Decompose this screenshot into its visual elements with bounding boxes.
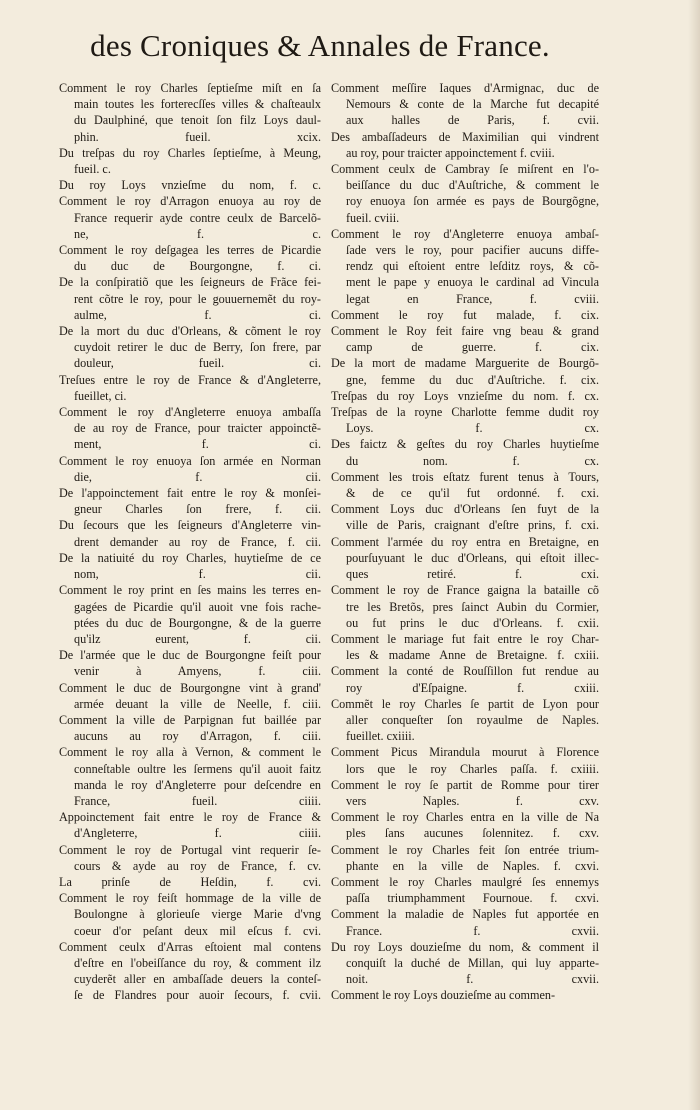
- entry-line: France, fueil. ciiii.: [74, 793, 321, 808]
- index-entry: [331, 906, 599, 938]
- entry-line: main toutes les forterecſſes villes & chaſteaulx: [74, 97, 321, 112]
- entry-line: cuyderẽt aller en ambaſſade deuers la conteſ-: [74, 972, 321, 987]
- entry-line: Comment le roy Charles entra en la ville de Na: [331, 810, 599, 825]
- entry-line: ment le pape y enuoya le cardinal ad Vincula: [346, 275, 599, 290]
- entry-line: pourſuyuant le duc d'Orleans, qui eſtoit illec-: [346, 550, 599, 565]
- entry-line: nom, f. cii.: [74, 567, 321, 582]
- index-entry: [331, 501, 599, 533]
- entry-line: conquiſt la duché de Millan, qui luy apparte-: [346, 955, 599, 970]
- entry-line: Comment le roy Charles ſeptieſme miſt en ſa: [59, 81, 321, 95]
- entry-line: Comment le roy ſe partit de Romme pour tirer: [331, 777, 599, 792]
- entry-line: Boulongne à glorieuſe vierge Marie d'vng: [74, 907, 321, 922]
- entry-line: Comment Loys duc d'Orleans ſen fuyt de la: [331, 502, 599, 517]
- entry-line: Des ambaſſadeurs de Maximilian qui vindrent: [331, 129, 599, 144]
- entry-line: au roy, pour traicter appoinctement f. cviii.: [346, 145, 555, 160]
- entry-line: Comment le Roy feit faire vng beau & grand: [331, 324, 599, 339]
- entry-line: rendz qui eſtoient entre leſditz roys, & cõ-: [346, 259, 599, 274]
- entry-line: coeur d'or peſant deux mil eſcus f. cvi.: [74, 923, 321, 938]
- entry-line: du nom. f. cx.: [346, 453, 599, 468]
- entry-line: Comment le roy enuoya ſon armée en Norman: [59, 453, 321, 468]
- index-entry: [331, 226, 599, 307]
- index-entry: [59, 890, 321, 939]
- entry-line: Comment le roy deſgagea les terres de Picardie: [59, 243, 321, 258]
- entry-line: Loys. f. cx.: [346, 421, 599, 436]
- entry-line: ques retiré. f. cxi.: [346, 567, 599, 582]
- index-entry: [331, 744, 599, 776]
- entry-line: die, f. cii.: [74, 469, 321, 484]
- entry-line: aucuns au roy d'Arragon, f. ciii.: [74, 729, 321, 744]
- index-entry: [59, 80, 321, 145]
- entry-line: phante en la ville de Naples. f. cxvi.: [346, 858, 599, 873]
- entry-line: cours & ayde au roy de France, f. cv.: [74, 858, 321, 873]
- page-edge-shadow: [688, 0, 700, 1110]
- entry-line: Comment le roy print en ſes mains les terres en-: [59, 583, 321, 598]
- index-entry: [59, 744, 321, 809]
- entry-line: Comment le roy de Portugal vint requerir ſe-: [59, 842, 321, 857]
- entry-line: d'Angleterre, f. ciiii.: [74, 826, 321, 841]
- entry-line: noit. f. cxvii.: [346, 972, 599, 987]
- entry-line: Comment la ville de Parpignan fut baillée par: [59, 712, 321, 727]
- entry-line: drent demander au roy de France, f. cii.: [74, 534, 321, 549]
- entry-line: Comment la conté de Rouſſillon fut rendue au: [331, 664, 599, 679]
- entry-line: fueillet. cxiiii.: [346, 729, 415, 744]
- index-entry: [59, 582, 321, 647]
- index-entry: [331, 939, 599, 988]
- index-entry: [59, 874, 321, 890]
- index-entry: [59, 145, 321, 177]
- running-title: des Croniques & Annales de France.: [90, 28, 550, 63]
- entry-line: Treſues entre le roy de France & d'Angleterre,: [59, 372, 321, 387]
- index-entry: [59, 323, 321, 372]
- entry-line: cuydoit retirer le duc de Berry, ſon frere, par: [74, 340, 321, 355]
- index-entry: [59, 680, 321, 712]
- entry-line: Comment le roy Charles feit ſon entrée trium-: [331, 842, 599, 857]
- entry-line: gneur Charles ſon frere, f. cii.: [74, 502, 321, 517]
- entry-line: De la conſpiratiõ que les ſeigneurs de Frãce fei-: [59, 275, 321, 290]
- entry-line: De la natiuité du roy Charles, huytieſme de ce: [59, 550, 321, 565]
- entry-line: conneſtable oultre les ſermens qu'il auoit faitz: [74, 761, 321, 776]
- entry-line: lors que le roy Charles paſſa. f. cxiiii.: [346, 761, 599, 776]
- index-entry: [59, 550, 321, 582]
- index-entry: [59, 177, 321, 193]
- entry-line: Comment meſſire Iaques d'Armignac, duc de: [331, 81, 599, 95]
- index-entry: [331, 469, 599, 501]
- index-entry: [59, 485, 321, 517]
- entry-line: Comment le roy fut malade, f. cix.: [331, 307, 599, 322]
- entry-line: ptées du duc de Bourgongne, & de la guerre: [74, 615, 321, 630]
- index-entry: [331, 307, 599, 323]
- entry-line: fueil. c.: [74, 162, 111, 177]
- left-column: [59, 80, 321, 1004]
- index-entry: [331, 436, 599, 468]
- entry-line: du Daulphiné, que tenoit ſon filz Loys daul-: [74, 113, 321, 128]
- entry-line: venir à Amyens, f. ciii.: [74, 664, 321, 679]
- entry-line: De la mort de madame Marguerite de Bourgõ-: [331, 356, 599, 371]
- entry-line: Comment le roy Loys douzieſme au commen-: [331, 988, 556, 1003]
- entry-line: phin. fueil. xcix.: [74, 129, 321, 144]
- entry-line: beiſſance du duc d'Auſtriche, & comment le: [346, 178, 599, 193]
- entry-line: armée deuant la ville de Neelle, f. ciii.: [74, 696, 321, 711]
- entry-line: Des faictz & geſtes du roy Charles huytieſme: [331, 437, 599, 452]
- entry-line: fueil. cviii.: [346, 210, 400, 225]
- entry-line: douleur, fueil. ci.: [74, 356, 321, 371]
- entry-line: tre les Bretõs, pres ſainct Aubin du Cormier,: [346, 599, 599, 614]
- entry-line: du duc de Bourgongne, f. ci.: [74, 259, 321, 274]
- entry-line: paſſa triumphamment Fournoue. f. cxvi.: [346, 891, 599, 906]
- entry-line: camp de guerre. f. cix.: [346, 340, 599, 355]
- index-entry: [331, 355, 599, 387]
- entry-line: ſade vers le roy, pour pacifier aucuns diffe-: [346, 243, 599, 258]
- index-entry: [331, 777, 599, 809]
- entry-line: Comment le roy alla à Vernon, & comment le: [59, 745, 321, 760]
- entry-line: roy enuoya ſon armée es pays de Bourgõgne,: [346, 194, 599, 209]
- entry-line: ſe de Flandres pour auoir ſecours, f. cvii.: [74, 988, 321, 1003]
- entry-line: ou fut prins le duc d'Orleans. f. cxii.: [346, 615, 599, 630]
- entry-line: vers Naples. f. cxv.: [346, 793, 599, 808]
- entry-line: La prinſe de Heſdin, f. cvi.: [59, 874, 321, 889]
- index-entry: [59, 842, 321, 874]
- entry-line: ples ſans aucunes ſolennitez. f. cxv.: [346, 826, 599, 841]
- index-entry: [331, 696, 599, 745]
- entry-line: Comment la maladie de Naples fut apportée en: [331, 907, 599, 922]
- index-entry: [59, 242, 321, 274]
- index-entry: [331, 161, 599, 226]
- entry-line: Comment le roy feiſt hommage de la ville de: [59, 891, 321, 906]
- entry-line: De la mort du duc d'Orleans, & cõment le roy: [59, 324, 321, 339]
- entry-line: Comment le roy d'Angleterre enuoya ambaſſa: [59, 405, 321, 420]
- index-entry: [331, 388, 599, 404]
- entry-line: de au roy de France, pour traicter appoinctẽ-: [74, 421, 321, 436]
- entry-line: Comment le roy Charles maulgré ſes ennemys: [331, 874, 599, 889]
- entry-line: legat en France, f. cviii.: [346, 291, 599, 306]
- entry-line: Comment ceulx de Cambray ſe miſrent en l'o-: [331, 162, 599, 177]
- entry-line: Comment ceulx d'Arras eſtoient mal contens: [59, 939, 321, 954]
- index-entry: [59, 453, 321, 485]
- index-entry: [59, 517, 321, 549]
- entry-line: De l'appoinctement fait entre le roy & monſei-: [59, 486, 321, 501]
- entry-line: Comment le duc de Bourgongne vint à grand': [59, 680, 321, 695]
- entry-line: Du treſpas du roy Charles ſeptieſme, à Meung,: [59, 145, 321, 160]
- entry-line: gne, femme du duc d'Auſtriche. f. cix.: [346, 372, 599, 387]
- entry-line: qu'ilz eurent, f. cii.: [74, 631, 321, 646]
- entry-line: rent cõtre le roy, pour le gouuernemẽt du roy-: [74, 291, 321, 306]
- entry-line: Nemours & conte de la Marche fut decapité: [346, 97, 599, 112]
- index-entry: [331, 582, 599, 631]
- entry-line: Commẽt le roy Charles ſe partit de Lyon pour: [331, 696, 599, 711]
- entry-line: fueillet, ci.: [74, 388, 127, 403]
- entry-line: aux halles de Paris, f. cvii.: [346, 113, 599, 128]
- index-entry: [331, 809, 599, 841]
- entry-line: Du roy Loys douzieſme du nom, & comment il: [331, 939, 599, 954]
- index-entry: [59, 939, 321, 1004]
- right-column: [331, 80, 599, 1004]
- entry-line: Comment l'armée du roy entra en Bretaigne, en: [331, 534, 599, 549]
- index-entry: [331, 404, 599, 436]
- index-entry: [331, 129, 599, 161]
- entry-line: roy d'Eſpaigne. f. cxiii.: [346, 680, 599, 695]
- entry-line: France. f. cxvii.: [346, 923, 599, 938]
- entry-line: aller conqueſter ſon royaulme de Naples.: [346, 712, 599, 727]
- index-entry: [59, 372, 321, 404]
- index-entry: [59, 809, 321, 841]
- index-entry: [59, 712, 321, 744]
- entry-line: Treſpas de la royne Charlotte femme dudit roy: [331, 405, 599, 420]
- entry-line: Appoinctement fait entre le roy de France &: [59, 810, 321, 825]
- index-entry: [331, 663, 599, 695]
- entry-line: Treſpas du roy Loys vnzieſme du nom. f. cx.: [331, 388, 599, 403]
- entry-line: ville de Paris, craignant d'eſtre prins, f. cxi.: [346, 518, 599, 533]
- entry-line: manda le roy d'Angleterre pour deſcendre en: [74, 777, 321, 792]
- entry-line: France requerir ayde contre ceulx de Barcelõ-: [74, 210, 321, 225]
- entry-line: Comment le roy d'Arragon enuoya au roy de: [59, 194, 321, 209]
- entry-line: ne, f. c.: [74, 226, 321, 241]
- entry-line: Comment Picus Mirandula mourut à Florence: [331, 745, 599, 760]
- index-entry: [59, 274, 321, 323]
- index-entry: [331, 631, 599, 663]
- index-entry: [331, 987, 599, 1003]
- entry-line: & de ce qu'il fut ordonné. f. cxi.: [346, 486, 599, 501]
- index-entry: [59, 647, 321, 679]
- entry-line: Du ſecours que les ſeigneurs d'Angleterre vin-: [59, 518, 321, 533]
- index-entry: [331, 534, 599, 583]
- entry-line: les & madame Anne de Bretaigne. f. cxiii.: [346, 648, 599, 663]
- index-entry: [331, 874, 599, 906]
- entry-line: Comment le mariage fut fait entre le roy Char-: [331, 631, 599, 646]
- index-entry: [331, 80, 599, 129]
- entry-line: ment, f. ci.: [74, 437, 321, 452]
- index-entry: [331, 842, 599, 874]
- entry-line: Comment le roy d'Angleterre enuoya ambaſ-: [331, 226, 599, 241]
- entry-line: aulme, f. ci.: [74, 307, 321, 322]
- index-entry: [59, 193, 321, 242]
- index-entry: [331, 323, 599, 355]
- entry-line: Comment les trois eſtatz furent tenus à Tours,: [331, 469, 599, 484]
- entry-line: Du roy Loys vnzieſme du nom, f. c.: [59, 178, 321, 193]
- entry-line: Comment le roy de France gaigna la bataille cõ: [331, 583, 599, 598]
- entry-line: gagées de Picardie qu'il auoit vne fois rache-: [74, 599, 321, 614]
- entry-line: d'eſtre en l'obeiſſance du roy, & comment ilz: [74, 955, 321, 970]
- index-entry: [59, 404, 321, 453]
- entry-line: De l'armée que le duc de Bourgongne feiſt pour: [59, 648, 321, 663]
